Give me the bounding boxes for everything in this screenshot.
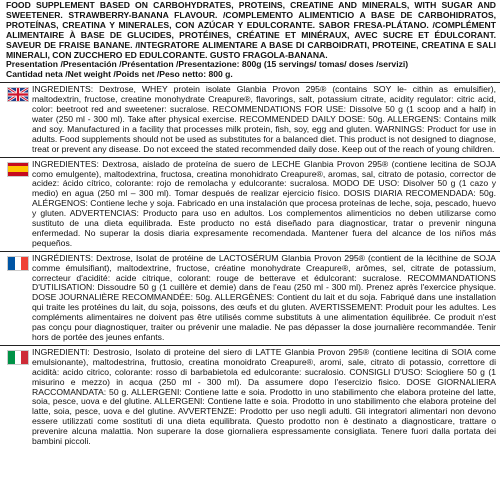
- presentation-line: Presentation /Presentación /Présentation /Presentazione: 800g (15 servings/ tomas/ doses /servizi): [6, 59, 409, 70]
- france-flag-icon: [7, 256, 29, 271]
- section-english: [0, 85, 500, 154]
- french-ingredients-text: INGRÉDIENTS: Dextrose, Isolat de protéine de LACTOSÉRUM Glanbia Provon 295® (contient de la lécithine de SOJA comme émulsifiant), maltodextrine, fructose, créatine monohydrate Creapure®, arômes, sel, citrate de potassium, correcteur d'acidité: acide citrique, colorant: rouge de betterave et édulcorant: sucralose. RECOMMANDATIONS D'UTILISATION: Dissoudre 50 g (1 cuillère et demie) dans de l'eau (250 ml - 300 ml). Prenez après l'exercice physique. DOSE JOURNALIÈRE RECOMMANDÉE: 50g. ALLERGÈNES: Contient du lait et du soja. Fabriqué dans une installation qui traite les protéines du lait, du soja, poissons, des œufs et du gluten. AVERTISSEMENT: Produit pour les adultes. Les compléments alimentaires ne doivent pas être utilisés comme substituts à une alimentation équilibrée. Ce produit n'est pas conçu pour diagnostiquer, traiter ou prévenir une maladie. Ne pas dépasser la dose journalière recommandée. Tenir hors de portée des jeunes enfants.: [32, 252, 496, 342]
- uk-flag-icon: [7, 87, 29, 102]
- spanish-ingredients-text: INGREDIENTES: Dextrosa, aislado de proteína de suero de LECHE Glanbia Provon 295® (contiene lecitina de SOJA como emulgente), maltodextrina, fructosa, creatina monohidrato Creapure®, aromas, sal, citrato de potasio, corrector de acidez: ácido cítrico, colorante: rojo de remolacha y edulcorante: sucralosa. MODO DE USO: Disolver 50 g (1 cazo y medio) en agua (250 ml – 300 ml). Tomar después de realizar ejercicio físico. DOSIS DIARIA RECOMENDADA: 50g. ALÉRGENOS: Contiene leche y soja. Fabricado en una instalación que procesa proteínas de leche, soja, pescado, huevo y gluten. ADVERTENCIAS: Producto para uso en adultos. Los complementos alimenticios no deben utilizarse como sustituto de una dieta equilibrada. Este producto no está diseñado para diagnosticar, tratar o prevenir ninguna enfermedad. No superar la dosis diaria expresamente recomendada. Mantener fuera del alcance de los niños más pequeños.: [32, 158, 496, 248]
- english-ingredients-text: INGREDIENTS: Dextrose, WHEY protein isolate Glanbia Provon 295® (contains SOY le- cithin as emulsifier), maltodextrin, fructose, creatine monohydrate Creapure®, flavorings, salt, potassium citrate, acidity regulator: citric acid, color: beetroot red and sweetener: sucralose. RECOMMENDATIONS FOR USE: Dissolve 50 g (1 scoop and a half) in water (250 ml - 300 ml). Take after physical exercise. RECOMMENDED DAILY DOSE: 50g. ALLERGENS: Contains milk and soy. Manufactured in a facility that processes milk protein, fish, soy, egg and gluten. WARNINGS: Product for use in adults. Food supplements should not be used as substitutes for a balanced diet. This product is not designed to diagnose, treat or prevent any disease. Do not exceed the stated recommended daily dose. Keep out of the reach of young children.: [32, 84, 496, 154]
- italian-ingredients-text: INGREDIENTI: Destrosio, Isolato di proteine del siero di LATTE Glanbia Provon 295® (contiene lecitina di SOIA come emulsionante), maltodestrina, fruttosio, creatina monoidrato Creapure®, aromi, sale, citrato di potassio, correttore di acidità: acido citrico, colorante: rosso di barbabietola ed edulcorante: sucralosio. CONSIGLI D'USO: Sciogliere 50 g (1 misurino e mezzo) in acqua (250 ml - 300 ml). Da assumere dopo l'esercizio fisico. DOSE GIORNALIERA RACCOMANDATA: 50 g. ALLERGENI: Contiene latte e soia. Prodotto in uno stabilimento che elabora proteine del latte, soia, pesce, uova e del glutine. ALLERGENI: Contiene latte e soia. Prodotto in uno stabilimento che elabora proteine del latte, soia, pesce, uova e del glutine. AVVERTENZE: Prodotto per uso negli adulti. Gli integratori alimentari non devono essere utilizzati come sostituti di una dieta equilibrata. Questo prodotto non è destinato a diagnosticare, trattare o prevenire alcuna malattia. Non superare la dose giornaliera espressamente consigliata. Tenere fuori dalla portata dei bambini piccoli.: [32, 346, 496, 447]
- section-italian: [0, 348, 500, 447]
- divider: [0, 157, 500, 158]
- divider: [0, 345, 500, 346]
- section-french: [0, 254, 500, 343]
- italy-flag-icon: [7, 350, 29, 365]
- divider: [0, 251, 500, 252]
- divider: [0, 82, 500, 83]
- spain-flag-icon: [7, 162, 29, 177]
- label-header: [0, 1, 500, 80]
- product-title: FOOD SUPPLEMENT BASED ON CARBOHYDRATES, PROTEINS, CREATINE AND MINERALS, WITH SUGAR AND SWEETENER. STRAWBERRY-BANANA FLAVOUR. /COMPLEMENTO ALIMENTICIO A BASE DE CARBOHIDRATOS, PROTEÍNAS, CREATINA Y MINERALES, CON AZÚCAR Y EDULCORANTE. SABOR FRESA-PLÁTANO. /COMPLÉMENT ALIMENTAIRE À BASE DE GLUCIDES, PROTÉINES, CRÉATINE ET MINÉRAUX, AVEC SUCRE ET ÉDULCORANT. SAVEUR DE FRAISE BANANE. /INTEGRATORE ALIMENTARE A BASE DI CARBOIDRATI, PROTEINE, CREATINA E SALI MINERALI, CON ZUCCHERO ED EDULCORANTE. GUSTO FRAGOLA-BANANA.: [6, 0, 496, 60]
- net-weight-line: Cantidad neta /Net weight /Poids net /Peso netto: 800 g.: [6, 69, 233, 80]
- section-spanish: [0, 160, 500, 249]
